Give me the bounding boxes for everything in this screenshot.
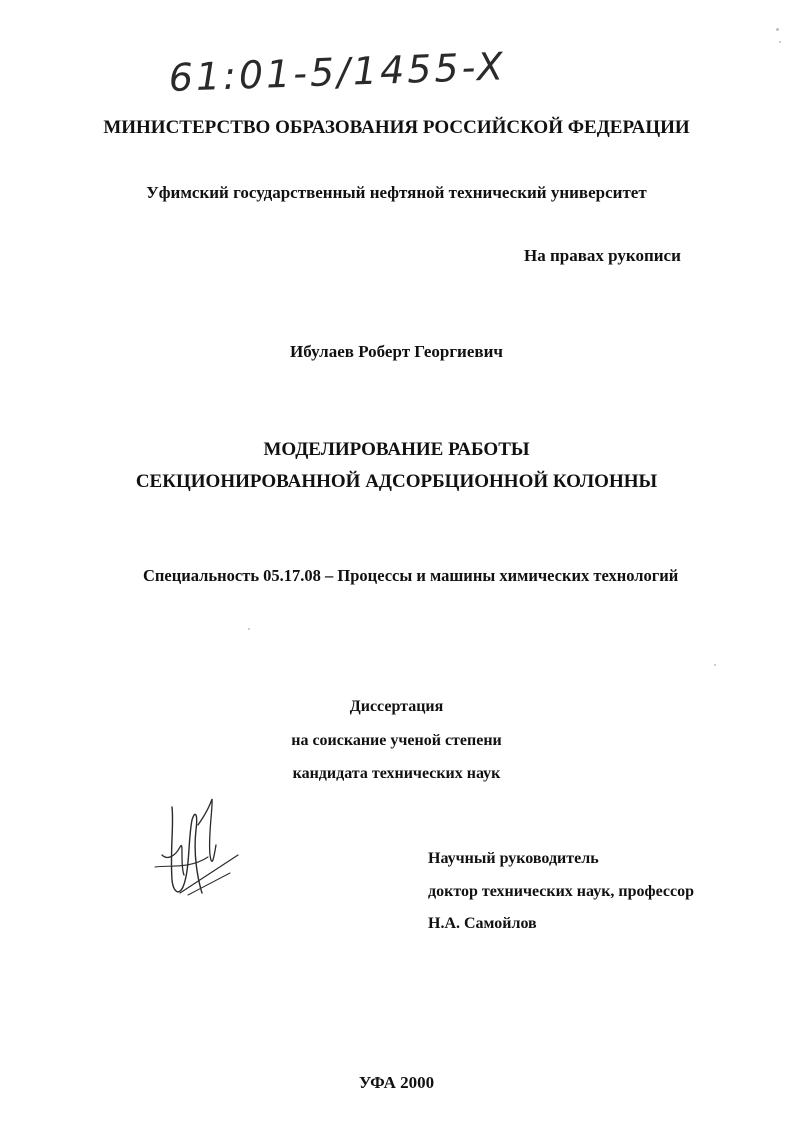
scan-speck (248, 628, 250, 630)
university-name: Уфимский государственный нефтяной технический университет (146, 183, 647, 202)
ministry-heading: МИНИСТЕРСТВО ОБРАЗОВАНИЯ РОССИЙСКОЙ ФЕДЕРАЦИИ (103, 117, 690, 138)
title-line-1: МОДЕЛИРОВАНИЕ РАБОТЫ (263, 439, 530, 460)
author-signature-scribble (150, 795, 245, 910)
scan-speck (714, 664, 716, 666)
scan-speck (776, 28, 779, 31)
supervisor-role: Научный руководитель (428, 850, 599, 867)
title-line-2: СЕКЦИОНИРОВАННОЙ АДСОРБЦИОННОЙ КОЛОННЫ (135, 471, 658, 492)
scan-speck (779, 41, 781, 43)
work-type-line-1: Диссертация (349, 698, 444, 715)
supervisor-degree: доктор технических наук, профессор (428, 883, 695, 900)
manuscript-rights-note: На правах рукописи (524, 246, 681, 265)
speciality-line: Специальность 05.17.08 – Процессы и машины химических технологий (143, 566, 679, 585)
author-name: Ибулаев Роберт Георгиевич (290, 342, 503, 361)
archive-code-handwritten: 61:01-5/1455-X (168, 44, 507, 100)
city-year: УФА 2000 (358, 1073, 435, 1092)
supervisor-name: Н.А. Самойлов (428, 915, 537, 932)
work-type-line-3: кандидата технических наук (292, 765, 501, 782)
work-type-line-2: на соискание ученой степени (291, 732, 502, 749)
